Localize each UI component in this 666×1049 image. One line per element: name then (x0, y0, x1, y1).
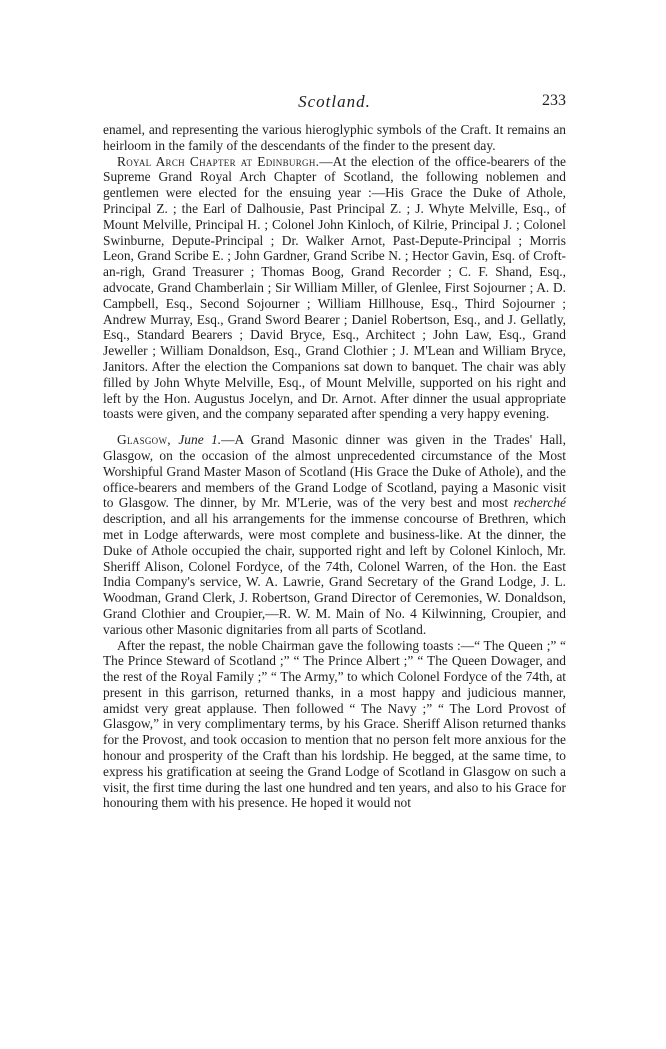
paragraph-text-continued: description, and all his arrangements for the immense concourse of Brethren, which met in Lodge afterwards, were most complete and business-like. At the dinner, the Duke of Athole occupied the chair, supported right and left by Colonel Kinloch, Mr. Sheriff Alison, Colonel Fordyce, of the 74th, Colonel Warren, of the Hon. the East India Company's service, W. A. Lawrie, Grand Secretary of the Grand Lodge, J. L. Woodman, Grand Clerk, J. Robertson, Grand Director of Ceremonies, W. Donaldson, Grand Clothier and Croupier,—R. W. M. Main of No. 4 Kilwinning, Croupier, and various other Masonic dignitaries from all parts of Scotland. (103, 511, 566, 637)
page-header (103, 92, 566, 118)
paragraph-run-in-date: June 1. (178, 432, 222, 448)
paragraph-glasgow (103, 432, 566, 637)
paragraph-text: enamel, and representing the various hieroglyphic symbols of the Craft. It remains an heirloom in the family of the descendants of the finder to the present day. (103, 122, 566, 153)
paragraph-royal-arch-chapter (103, 154, 566, 423)
page-number: 233 (542, 92, 566, 109)
paragraph-run-in-heading: Glasgow, (117, 432, 171, 448)
paragraph-text: After the repast, the noble Chairman gave the following toasts :—“ The Queen ;” “ The Prince Steward of Scotland ;” “ The Prince Albert ;” “ The Queen Dowager, and the rest of the Royal Family ;” “ The Army,” to which Colonel Fordyce of the 74th, at present in this garrison, returned thanks, in a most happy and judicious manner, amidst very great applause. Then followed “ The Navy ;” “ The Lord Provost of Glasgow,” in very complimentary terms, by his Grace. Sheriff Alison returned thanks for the Provost, and took occasion to mention that no person felt more anxious for the honour and prosperity of the Craft than his lordship. He begged, at the same time, to express his gratification at seeing the Grand Lodge of Scotland in Glasgow on such a visit, the first time during the last one hundred and ten years, and also to his Grace for honouring them with his presence. He hoped it would not (103, 637, 566, 811)
paragraph-toasts (103, 638, 566, 812)
body-text (103, 122, 566, 811)
paragraph-run-in-heading: Royal Arch Chapter at Edinburgh. (117, 153, 320, 169)
paragraph-text: —At the election of the office-bearers of the Supreme Grand Royal Arch Chapter of Scotland, the following noblemen and gentlemen were elected for the ensuing year :—His Grace the Duke of Athole, Principal Z. ; the Earl of Dalhousie, Past Principal Z. ; J. Whyte Melville, Esq., of Mount Melville, Principal H. ; Colonel John Kinloch, of Kilrie, Principal J. ; Colonel Swinburne, Depute-Principal ; Dr. Walker Arnot, Past-Depute-Principal ; Morris Leon, Grand Scribe E. ; John Gardner, Grand Scribe N. ; Hector Gavin, Esq. of Croft-an-righ, Grand Treasurer ; Thomas Boog, Grand Recorder ; C. F. Shand, Esq., advocate, Grand Chamberlain ; Sir William Miller, of Glenlee, First Sojourner ; A. D. Campbell, Esq., Second Sojourner ; William Hillhouse, Esq., Third Sojourner ; Andrew Murray, Esq., Grand Sword Bearer ; Daniel Robertson, Esq., and J. Gellatly, Esq., Standard Bearers ; David Bryce, Esq., Architect ; John Law, Esq., Grand Jeweller ; William Donaldson, Esq., Grand Clothier ; J. M'Lean and William Bryce, Janitors. After the election the Companions sat down to banquet. The chair was ably filled by John Whyte Melville, Esq., of Mount Melville, supported on his right and left by the Hon. Augustus Jocelyn, and Dr. Arnot. After dinner the usual appropriate toasts were given, and the company separated after spending a very happy evening. (103, 153, 566, 422)
running-title: Scotland. (298, 92, 371, 111)
italic-word: recherché (513, 495, 566, 511)
paragraph-text: —A Grand Masonic dinner was given in the Trades' Hall, Glasgow, on the occasion of the almost unprecedented circumstance of the Most Worshipful Grand Master Mason of Scotland (His Grace the Duke of Athole), and the office-bearers and members of the Grand Lodge of Scotland, paying a Masonic visit to Glasgow. The dinner, by Mr. M'Lerie, was of the very best and most (103, 432, 567, 511)
paragraph-continued (103, 122, 566, 154)
document-page (103, 92, 566, 811)
